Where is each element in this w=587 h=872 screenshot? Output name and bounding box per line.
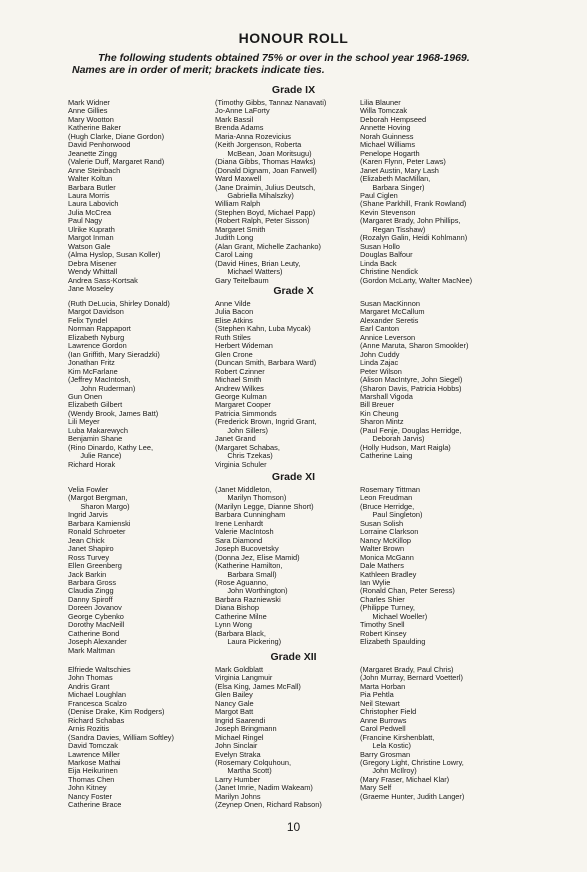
grade-ix-heading: Grade IX (271, 84, 316, 96)
honour-roll-entry: George Cybenko (68, 611, 124, 621)
page-title: HONOUR ROLL (238, 30, 349, 46)
honour-roll-entry: Jane Moseley (68, 283, 114, 293)
honour-roll-entry: Pia Pehtla (360, 690, 394, 700)
honour-roll-entry: Catherine Bond (68, 628, 120, 638)
page-number: 10 (286, 820, 301, 834)
honour-roll-entry: John Cuddy (360, 349, 400, 359)
honour-roll-entry: Douglas Balfour (360, 250, 413, 260)
honour-roll-entry: (Ian Griffith, Mary Sieradzki) (68, 349, 160, 359)
honour-roll-entry: Laura Labovich (68, 199, 119, 209)
honour-roll-entry: (Margaret Brady, Paul Chris) (360, 665, 454, 674)
honour-roll-entry: Elise Atkins (215, 315, 253, 325)
honour-roll-entry: Barbara Gross (68, 577, 117, 587)
honour-roll-entry: Walter Koltun (68, 174, 113, 184)
honour-roll-entry: Martha Scott) (215, 766, 272, 776)
honour-roll-entry: Anne Gillies (68, 106, 108, 116)
honour-roll-entry: Velia Fowler (68, 485, 109, 494)
honour-roll-entry: John Thomas (68, 673, 113, 683)
honour-roll-entry: Catherine Brace (68, 800, 122, 810)
honour-roll-entry: Elizabeth Nyburg (68, 332, 125, 342)
honour-roll-entry: Janet Shapiro (68, 544, 114, 554)
honour-roll-entry: Margaret Cooper (215, 400, 271, 410)
honour-roll-entry: Annice Leverson (360, 332, 416, 342)
honour-roll-entry: Kin Cheung (360, 408, 399, 418)
honour-roll-entry: Catherine Laing (360, 451, 413, 461)
honour-roll-entry: Ellen Greenberg (68, 561, 122, 571)
honour-roll-entry: Elizabeth Spaulding (360, 637, 426, 647)
honour-roll-entry: Sharon Margo) (68, 501, 130, 511)
honour-roll-entry: Jean Chick (68, 535, 105, 545)
honour-roll-entry: Jonathan Fritz (68, 358, 115, 368)
honour-roll-entry: Linda Back (360, 258, 397, 268)
honour-roll-entry: (Elsa King, James McFall) (215, 681, 301, 691)
honour-roll-entry: John McIlroy) (360, 766, 417, 776)
honour-roll-entry: Marshall Vigoda (360, 391, 413, 401)
honour-roll-entry: Marilyn Johns (215, 791, 261, 801)
honour-roll-entry: Robert Kinsey (360, 628, 407, 638)
honour-roll-entry: Anne Steinbach (68, 165, 121, 175)
honour-roll-entry: Penelope Hogarth (360, 148, 420, 158)
honour-roll-entry: Judith Long (215, 233, 254, 243)
honour-roll-entry: Nancy Foster (68, 791, 112, 801)
honour-roll-entry: Michael Williams (360, 140, 416, 150)
honour-roll-entry: Felix Tyndel (68, 315, 108, 325)
grade-xi-column-2 (215, 486, 314, 647)
honour-roll-entry: Ward Maxwell (215, 174, 262, 184)
honour-roll-entry: Christopher Field (360, 707, 417, 717)
intro-line-2: Names are in order of merit; brackets indicate ties. (72, 64, 325, 76)
honour-roll-entry: George Kulman (215, 391, 267, 401)
honour-roll-entry: Carol Laing (215, 250, 253, 260)
honour-roll-entry: (Holly Hudson, Mart Raigla) (360, 442, 451, 452)
honour-roll-entry: McBean, Joan Moritsugu) (215, 148, 312, 158)
honour-roll-entry: Michael Loughlan (68, 690, 126, 700)
honour-roll-entry: Mark Maltman (68, 645, 115, 655)
honour-roll-entry: Kim McFarlane (68, 366, 118, 376)
honour-roll-entry: Joseph Alexander (68, 637, 127, 647)
honour-roll-entry: Richard Horak (68, 459, 116, 469)
honour-roll-entry: Chris Tzekas) (215, 451, 273, 461)
honour-roll-entry: Jo-Anne LaForty (215, 106, 270, 116)
honour-roll-entry: Mary Self (360, 783, 392, 793)
honour-roll-entry: Margot Inman (68, 233, 114, 243)
honour-roll-entry: Catherine Milne (215, 611, 267, 621)
honour-roll-entry: (Francine Kirshenblatt, (360, 732, 435, 742)
honour-roll-entry: Maria-Anna Rozevicius (215, 131, 291, 141)
honour-roll-entry: William Ralph (215, 199, 261, 209)
honour-roll-entry: Ingrid Jarvis (68, 510, 108, 520)
honour-roll-entry: (Hugh Clarke, Diane Gordon) (68, 131, 165, 141)
honour-roll-entry: (Margaret Schabas, (215, 442, 280, 452)
honour-roll-entry: Regan Tisshaw) (360, 224, 426, 234)
honour-roll-entry: (Wendy Brook, James Batt) (68, 408, 159, 418)
honour-roll-entry: Mark Goldblatt (215, 665, 264, 674)
honour-roll-entry: Alexander Seretis (360, 315, 419, 325)
honour-roll-entry: John Sinclair (215, 741, 258, 751)
honour-roll-entry: (Valerie Duff, Margaret Rand) (68, 157, 165, 167)
honour-roll-entry: Earl Canton (360, 324, 400, 334)
honour-roll-entry: Sara Diamond (215, 535, 263, 545)
honour-roll-entry: Ruth Stiles (215, 332, 251, 342)
honour-roll-entry: (Bruce Herridge, (360, 501, 415, 511)
honour-roll-entry: David Tomczak (68, 741, 118, 751)
honour-roll-entry: (Philippe Turney, (360, 603, 415, 613)
honour-roll-entry: Andris Grant (68, 681, 110, 691)
honour-roll-entry: (Stephen Kahn, Luba Mycak) (215, 324, 311, 334)
honour-roll-entry: (Timothy Gibbs, Tannaz Nanavati) (215, 98, 327, 107)
honour-roll-entry: Paul Ciglen (360, 190, 398, 200)
grade-xi-column-1 (68, 486, 130, 655)
honour-roll-entry: Katherine Baker (68, 123, 121, 133)
honour-roll-entry: Marta Horban (360, 681, 406, 691)
honour-roll-entry: Robert Czinner (215, 366, 265, 376)
honour-roll-entry: Margot Davidson (68, 307, 124, 317)
honour-roll-entry: Elfriede Waltschies (68, 665, 131, 674)
honour-roll-entry: (Jane Draimin, Julius Deutsch, (215, 182, 316, 192)
honour-roll-entry: Charles Shier (360, 594, 405, 604)
honour-roll-entry: (Margaret Brady, John Phillips, (360, 216, 461, 226)
honour-roll-entry: Lela Kostic) (360, 741, 411, 751)
honour-roll-entry: Bill Breuer (360, 400, 395, 410)
honour-roll-entry: Virginia Schuler (215, 459, 267, 469)
honour-roll-entry: Barbara Cunningham (215, 510, 286, 520)
honour-roll-entry: Lawrence Miller (68, 749, 120, 759)
honour-roll-entry: Danny Spiroff (68, 594, 113, 604)
honour-roll-entry: Julie Rance) (68, 451, 122, 461)
grade-ix-column-3 (360, 99, 472, 285)
honour-roll-entry: Laura Morris (68, 190, 110, 200)
honour-roll-entry: Margaret Smith (215, 224, 266, 234)
honour-roll-entry: (Marilyn Legge, Dianne Short) (215, 501, 314, 511)
honour-roll-entry: Valerie MacIntosh (215, 527, 274, 537)
honour-roll-entry: (Gregory Light, Christine Lowry, (360, 757, 464, 767)
honour-roll-entry: John Ruderman) (68, 383, 136, 393)
honour-roll-entry: Doreen Jovanov (68, 603, 122, 613)
honour-roll-entry: Julia Bacon (215, 307, 254, 317)
honour-roll-entry: (Ronald Chan, Peter Seress) (360, 586, 455, 596)
honour-roll-entry: (Mary Fraser, Michael Klar) (360, 774, 450, 784)
honour-roll-entry: Deborah Hempseed (360, 114, 427, 124)
honour-roll-entry: Ulrike Kuprath (68, 224, 115, 234)
honour-roll-entry: Barbara Singer) (360, 182, 425, 192)
honour-roll-entry: Paul Singleton) (360, 510, 423, 520)
honour-roll-entry: Larry Humber (215, 774, 261, 784)
honour-roll-entry: Walter Brown (360, 544, 405, 554)
honour-roll-entry: Linda Zajac (360, 358, 399, 368)
honour-roll-entry: Lynn Wong (215, 620, 252, 630)
honour-roll-entry: Ian Wylie (360, 577, 391, 587)
honour-roll-entry: (Rose Aguanno, (215, 577, 269, 587)
honour-roll-entry: Timothy Snell (360, 620, 405, 630)
honour-roll-entry: Monica McGann (360, 552, 414, 562)
honour-roll-entry: Peter Wilson (360, 366, 402, 376)
honour-roll-entry: (Rozalyn Galin, Heidi Kohlmann) (360, 233, 468, 243)
honour-roll-entry: Dale Mathers (360, 561, 404, 571)
honour-roll-entry: Thomas Chen (68, 774, 115, 784)
honour-roll-entry: (Barbara Black, (215, 628, 266, 638)
honour-roll-entry: (Janet Imrie, Nadim Wakeam) (215, 783, 313, 793)
grade-x-heading: Grade X (273, 285, 314, 297)
honour-roll-entry: Glen Crone (215, 349, 253, 359)
honour-roll-entry: Andrew Wilkes (215, 383, 264, 393)
honour-roll-entry: Michael Smith (215, 375, 262, 385)
honour-roll-entry: Anne Vilde (215, 299, 251, 308)
honour-roll-entry: (Denise Drake, Kim Rodgers) (68, 707, 165, 717)
honour-roll-entry: (Alison MacIntyre, John Siegel) (360, 375, 463, 385)
honour-roll-entry: Michael Woeller) (360, 611, 428, 621)
honour-roll-entry: Richard Schabas (68, 715, 125, 725)
honour-roll-entry: (Jeffrey MacIntosh, (68, 375, 131, 385)
honour-roll-entry: (David Hines, Brian Leuty, (215, 258, 301, 268)
honour-roll-entry: Brenda Adams (215, 123, 264, 133)
honour-roll-entry: Norah Guinness (360, 131, 414, 141)
honour-roll-entry: Deborah Jarvis) (360, 434, 425, 444)
honour-roll-entry: Ross Turvey (68, 552, 110, 562)
grade-ix-column-2 (215, 99, 326, 285)
honour-roll-entry: Gary Teitelbaum (215, 275, 269, 285)
honour-roll-entry: (Rosemary Colquhoun, (215, 757, 291, 767)
honour-roll-entry: Susan Hollo (360, 241, 400, 251)
honour-roll-entry: Janet Austin, Mary Lash (360, 165, 439, 175)
honour-roll-entry: Elizabeth Gilbert (68, 400, 123, 410)
honour-roll-entry: (Rino Dinardo, Kathy Lee, (68, 442, 154, 452)
honour-roll-entry: (Donna Jez, Elise Mamid) (215, 552, 300, 562)
honour-roll-entry: (Elizabeth MacMillan, (360, 174, 431, 184)
honour-roll-entry: (Donald Dignam, Joan Farwell) (215, 165, 317, 175)
honour-roll-entry: Claudia Zingg (68, 586, 114, 596)
honour-roll-entry: Watson Gale (68, 241, 111, 251)
honour-roll-entry: (Sharon Davis, Patricia Hobbs) (360, 383, 462, 393)
intro-text (72, 52, 522, 76)
honour-roll-entry: Willa Tomczak (360, 106, 408, 116)
honour-roll-entry: Andrea Sass-Kortsak (68, 275, 138, 285)
honour-roll-entry: Mary Wootton (68, 114, 114, 124)
honour-roll-entry: Barbara Razniewski (215, 594, 281, 604)
honour-roll-entry: (Karen Flynn, Peter Laws) (360, 157, 446, 167)
honour-roll-entry: (Zeynep Onen, Richard Rabson) (215, 800, 322, 810)
honour-roll-entry: (John Murray, Bernard Voetterl) (360, 673, 463, 683)
honour-roll-entry: Susan MacKinnon (360, 299, 420, 308)
honour-roll-entry: Norman Rappaport (68, 324, 131, 334)
honour-roll-entry: Ronald Schroeter (68, 527, 126, 537)
honour-roll-entry: (Duncan Smith, Barbara Ward) (215, 358, 317, 368)
honour-roll-entry: Virginia Langmuir (215, 673, 273, 683)
grade-ix-column-1 (68, 99, 164, 293)
honour-roll-entry: Sharon Mintz (360, 417, 404, 427)
honour-roll-entry: John Sillers) (215, 425, 268, 435)
honour-roll-entry: Lili Meyer (68, 417, 100, 427)
honour-roll-entry: (Graeme Hunter, Judith Langer) (360, 791, 465, 801)
honour-roll-entry: (Ruth DeLucia, Shirley Donald) (68, 299, 170, 308)
honour-roll-entry: Rosemary Tittman (360, 485, 420, 494)
honour-roll-entry: Gabriella Mihalszky) (215, 190, 294, 200)
honour-roll-entry: Michael Ringel (215, 732, 264, 742)
honour-roll-entry: Eija Heikurinen (68, 766, 118, 776)
honour-roll-entry: Markose Mathai (68, 757, 121, 767)
honour-roll-entry: Wendy Whittall (68, 267, 118, 277)
honour-roll-entry: (Shane Parkhill, Frank Rowland) (360, 199, 467, 209)
honour-roll-entry: Barry Grosman (360, 749, 411, 759)
honour-roll-entry: (Alma Hyslop, Susan Koller) (68, 250, 161, 260)
honour-roll-entry: (Frederick Brown, Ingrid Grant, (215, 417, 317, 427)
grade-xii-column-3 (360, 666, 464, 801)
honour-roll-entry: Carol Pedwell (360, 724, 406, 734)
honour-roll-entry: Lawrence Gordon (68, 341, 127, 351)
honour-roll-entry: Arnis Rozitis (68, 724, 110, 734)
honour-roll-entry: (Diana Gibbs, Thomas Hawks) (215, 157, 316, 167)
honour-roll-entry: Anne Burrows (360, 715, 407, 725)
honour-roll-entry: Barbara Small) (215, 569, 277, 579)
honour-roll-entry: Joseph Bucovetsky (215, 544, 279, 554)
grade-x-column-3 (360, 300, 468, 461)
honour-roll-entry: Julia McCrea (68, 207, 112, 217)
honour-roll-entry: Evelyn Straka (215, 749, 261, 759)
honour-roll-entry: Gun Onen (68, 391, 103, 401)
honour-roll-entry: Michael Watters) (215, 267, 283, 277)
honour-roll-entry: (Paul Fenje, Douglas Herridge, (360, 425, 462, 435)
honour-roll-entry: Kevin Stevenson (360, 207, 416, 217)
grade-xi-column-3 (360, 486, 455, 647)
honour-roll-entry: Nancy McKillop (360, 535, 411, 545)
honour-roll-entry: Benjamin Shane (68, 434, 123, 444)
grade-x-column-2 (215, 300, 316, 469)
honour-roll-entry: Neil Stewart (360, 698, 400, 708)
honour-roll-entry: (Margot Bergman, (68, 493, 128, 503)
honour-roll-entry: Glen Bailey (215, 690, 253, 700)
honour-roll-entry: (Anne Maruta, Sharon Smookler) (360, 341, 469, 351)
honour-roll-entry: (Keith Jorgenson, Roberta (215, 140, 302, 150)
honour-roll-entry: Ingrid Saarendi (215, 715, 266, 725)
honour-roll-entry: Herbert Wideman (215, 341, 273, 351)
honour-roll-entry: Christine Nendick (360, 267, 418, 277)
honour-roll-entry: Jeanette Zingg (68, 148, 117, 158)
honour-roll-entry: (Janet Middleton, (215, 485, 272, 494)
honour-roll-entry: John Kitney (68, 783, 107, 793)
honour-roll-entry: Kathleen Bradley (360, 569, 417, 579)
grade-x-column-1 (68, 300, 170, 469)
honour-roll-entry: (Alan Grant, Michelle Zachanko) (215, 241, 321, 251)
grade-xii-column-2 (215, 666, 322, 810)
honour-roll-entry: Barbara Kamienski (68, 518, 131, 528)
honour-roll-entry: Mark Bassil (215, 114, 254, 124)
honour-roll-entry: Joseph Bringmann (215, 724, 277, 734)
honour-roll-entry: David Penhorwood (68, 140, 131, 150)
grade-xi-heading: Grade XI (271, 471, 316, 483)
grade-xii-heading: Grade XII (270, 651, 317, 663)
honour-roll-entry: Paul Nagy (68, 216, 103, 226)
honour-roll-entry: Jack Barkin (68, 569, 107, 579)
honour-roll-entry: Leon Freudman (360, 493, 413, 503)
grade-xii-column-1 (68, 666, 174, 810)
honour-roll-entry: Lilia Blauner (360, 98, 401, 107)
honour-roll-entry: Janet Grand (215, 434, 256, 444)
honour-roll-entry: Patricia Simmonds (215, 408, 277, 418)
honour-roll-entry: Barbara Butler (68, 182, 116, 192)
honour-roll-entry: (Sandra Davies, William Softley) (68, 732, 174, 742)
honour-roll-entry: (Robert Ralph, Peter Sisson) (215, 216, 310, 226)
honour-roll-entry: Debra Misener (68, 258, 117, 268)
honour-roll-entry: (Stephen Boyd, Michael Papp) (215, 207, 316, 217)
honour-roll-entry: Mark Widner (68, 98, 110, 107)
honour-roll-entry: (Katherine Hamilton, (215, 561, 283, 571)
honour-roll-entry: John Worthington) (215, 586, 288, 596)
honour-roll-entry: Laura Pickering) (215, 637, 282, 647)
honour-roll-entry: Luba Makarewych (68, 425, 128, 435)
honour-roll-entry: Margaret McCallum (360, 307, 425, 317)
honour-roll-entry: Margot Batt (215, 707, 254, 717)
honour-roll-entry: Marilyn Thomson) (215, 493, 287, 503)
honour-roll-entry: Nancy Gale (215, 698, 254, 708)
honour-roll-entry: Lorraine Clarkson (360, 527, 419, 537)
honour-roll-entry: Irene Lenhardt (215, 518, 264, 528)
honour-roll-entry: Francesca Scalzo (68, 698, 127, 708)
honour-roll-entry: (Gordon McLarty, Walter MacNee) (360, 275, 473, 285)
honour-roll-entry: Susan Solish (360, 518, 404, 528)
intro-line-1: The following students obtained 75% or over in the school year 1968-1969. (98, 52, 470, 64)
honour-roll-entry: Annette Hoving (360, 123, 411, 133)
honour-roll-entry: Dorothy MacNeill (68, 620, 125, 630)
honour-roll-entry: Diana Bishop (215, 603, 259, 613)
